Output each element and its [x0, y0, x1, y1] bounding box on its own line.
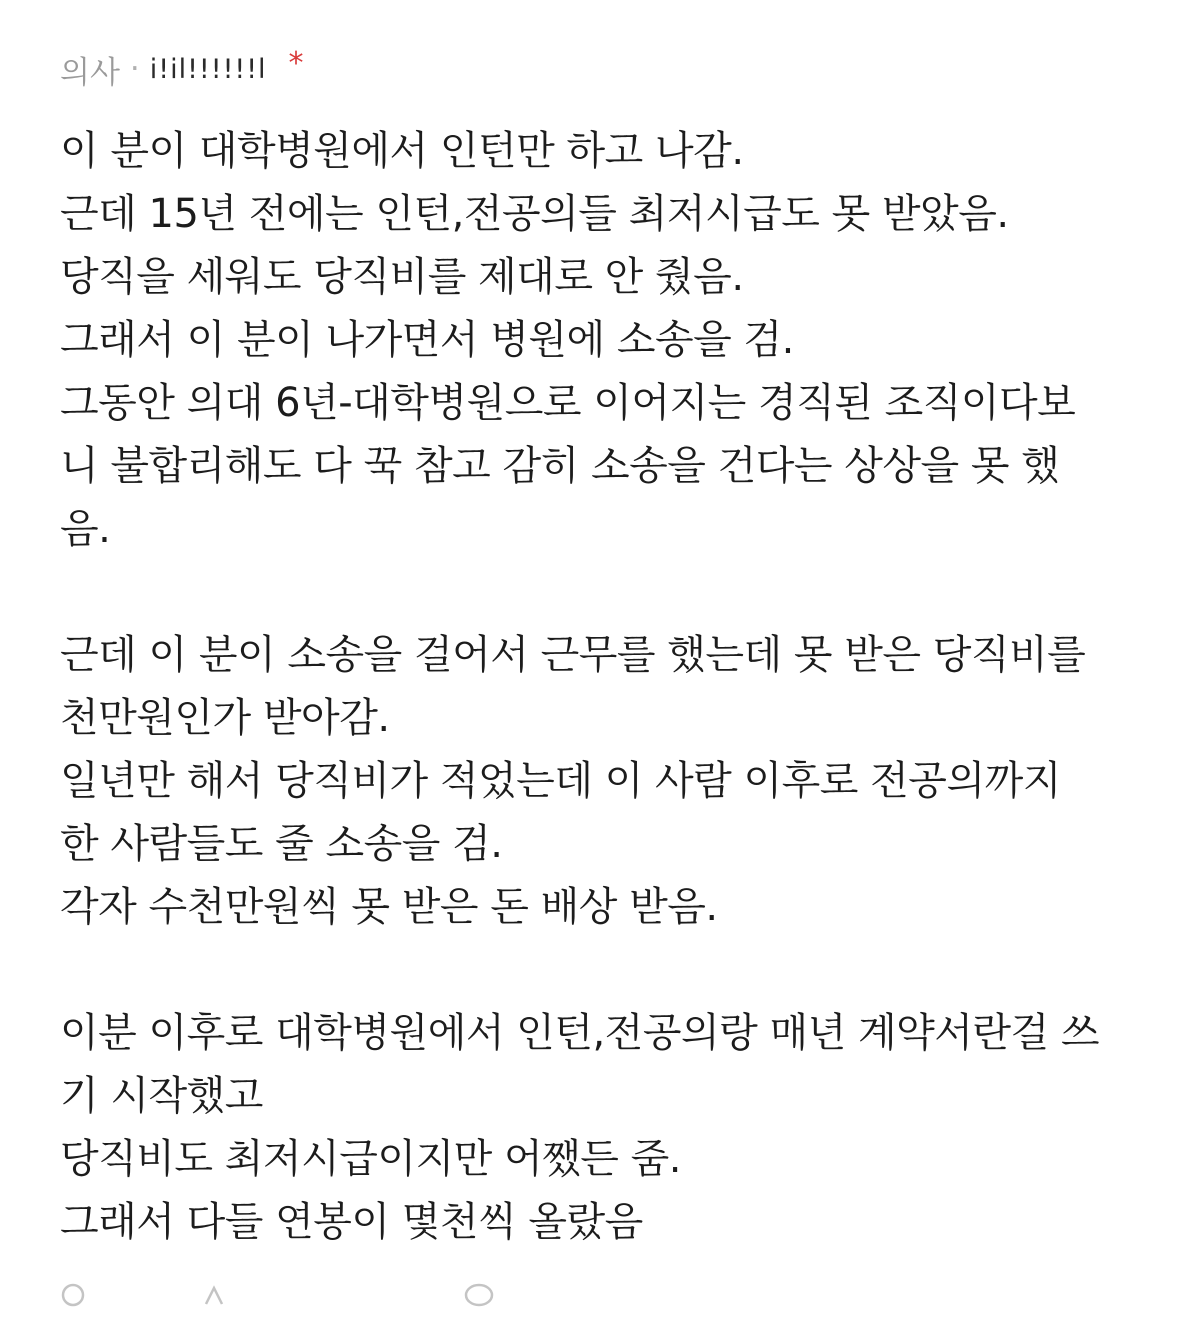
post-meta	[60, 46, 304, 92]
text-line: 그래서 다들 연봉이 몇천씩 올랐음	[60, 1199, 643, 1245]
text-line: 음.	[60, 506, 111, 552]
text-line: 각자 수천만원씩 못 받은 돈 배상 받음.	[60, 884, 718, 930]
paragraph-1	[60, 120, 1135, 561]
comment-button[interactable]	[464, 1282, 504, 1315]
text-line: 당직비도 최저시급이지만 어쨌든 줌.	[60, 1136, 681, 1182]
paragraph-3	[60, 1002, 1135, 1254]
meta-separator: ·	[129, 51, 140, 87]
paragraph-2	[60, 624, 1135, 939]
comment-icon	[464, 1282, 494, 1315]
text-line: 기 시작했고	[60, 1073, 263, 1119]
text-line: 그래서 이 분이 나가면서 병원에 소송을 검.	[60, 317, 794, 363]
verified-marker: *	[288, 45, 304, 81]
text-line: 일년만 해서 당직비가 적었는데 이 사람 이후로 전공의까지	[60, 758, 1061, 804]
text-line: 한 사람들도 줄 소송을 검.	[60, 821, 503, 867]
like-icon	[202, 1282, 228, 1315]
text-line: 이 분이 대학병원에서 인턴만 하고 나감.	[60, 128, 744, 174]
text-line: 이분 이후로 대학병원에서 인턴,전공의랑 매년 계약서란걸 쓰	[60, 1010, 1100, 1056]
text-line: 근데 이 분이 소송을 걸어서 근무를 했는데 못 받은 당직비를	[60, 632, 1086, 678]
paragraph-gap	[60, 939, 1135, 1002]
post-action-bar	[60, 1282, 1140, 1322]
author-category: 의사	[60, 54, 120, 91]
text-line: 니 불합리해도 다 꾹 참고 감히 소송을 건다는 상상을 못 했	[60, 443, 1060, 489]
author-nickname[interactable]: i!il!!!!!!l	[149, 53, 267, 85]
post-body	[60, 120, 1135, 1254]
text-line: 당직을 세워도 당직비를 제대로 안 줬음.	[60, 254, 744, 300]
like-button[interactable]	[202, 1282, 238, 1315]
text-line: 근데 15년 전에는 인턴,전공의들 최저시급도 못 받았음.	[60, 191, 1009, 237]
share-button[interactable]	[60, 1282, 96, 1315]
paragraph-gap	[60, 561, 1135, 624]
text-line: 천만원인가 받아감.	[60, 695, 390, 741]
text-line: 그동안 의대 6년-대학병원으로 이어지는 경직된 조직이다보	[60, 380, 1076, 426]
share-icon	[60, 1282, 86, 1315]
